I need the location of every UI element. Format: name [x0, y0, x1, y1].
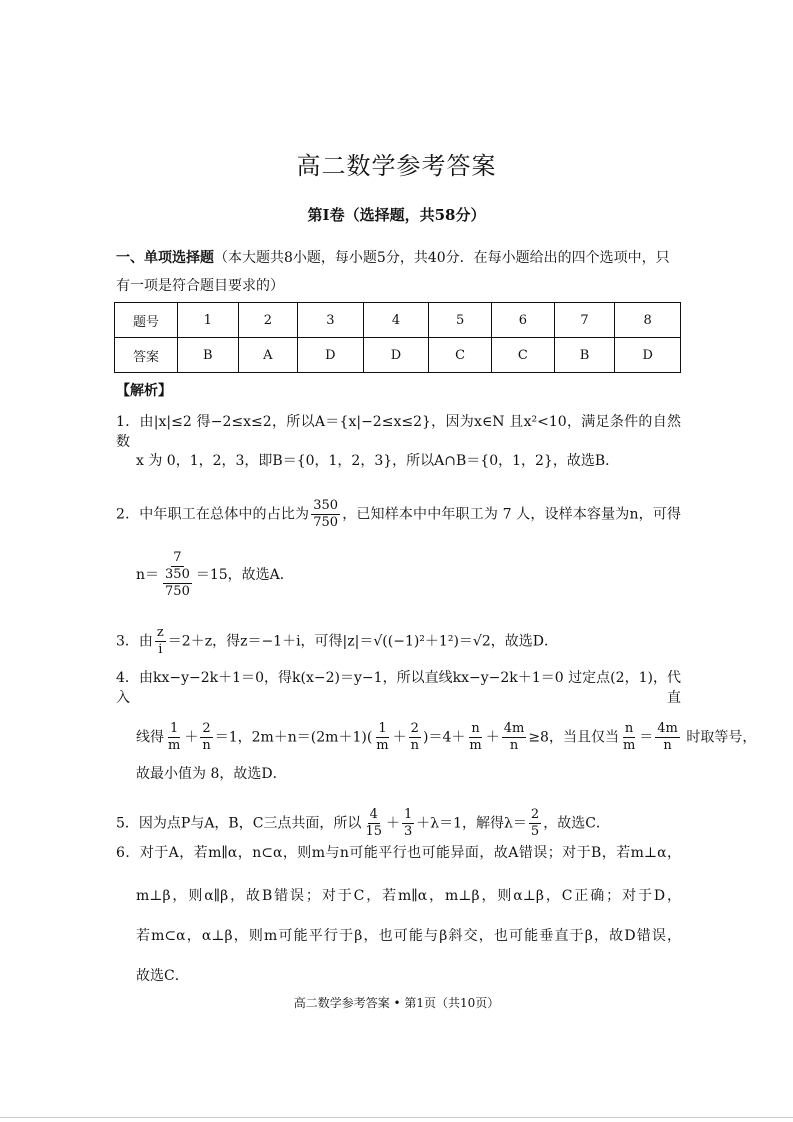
- text-segment: x 为 0，1，2，3，即B＝{0，1，2，3}，所以A∩B＝{0，1，2}，故选B．: [136, 453, 620, 469]
- denominator: m: [469, 738, 482, 753]
- denominator: 750: [313, 515, 339, 530]
- question-number-cell: 6: [492, 303, 555, 338]
- text-segment: 时取等号，: [681, 729, 757, 746]
- answer-table: [114, 302, 681, 373]
- analysis-line: [116, 498, 681, 530]
- numerator: 2: [410, 721, 419, 736]
- question-number-cell: 5: [429, 303, 492, 338]
- fraction: [200, 721, 212, 754]
- denominator: m: [168, 738, 181, 753]
- text-segment: ，故选C．: [543, 815, 610, 832]
- page-footer: 高二数学参考答案 • 第1页（共10页）: [293, 996, 500, 1010]
- denominator: [161, 567, 194, 600]
- text-segment: 2．中年职工在总体中的占比为: [116, 506, 310, 523]
- fraction: [502, 721, 527, 754]
- fraction: [374, 721, 390, 754]
- question-number-cell: 7: [554, 303, 615, 338]
- question-number-cell: 1: [178, 303, 239, 338]
- denominator: 750: [165, 584, 190, 599]
- numerator: 4: [369, 807, 378, 822]
- section-heading: 一、单项选择题: [116, 250, 214, 266]
- text-segment: ＋λ＝1，解得λ＝: [416, 815, 527, 832]
- fraction: [363, 807, 384, 840]
- analysis-label: 【解析】: [116, 383, 172, 399]
- fraction: [161, 550, 194, 600]
- answer-cell: D: [298, 338, 364, 373]
- fraction: [621, 721, 637, 754]
- analysis-line: [116, 412, 681, 450]
- text-segment: ＝2＋z，得z＝−1＋i，可得|z|＝√((−1)²＋1²)＝√2，故选D．: [167, 633, 558, 650]
- question-number-cell: 3: [298, 303, 364, 338]
- analysis-line: [136, 451, 681, 471]
- answer-cell: A: [238, 338, 298, 373]
- numerator: 350: [313, 498, 339, 513]
- answer-cell: D: [363, 338, 429, 373]
- question-number-cell: 2: [238, 303, 298, 338]
- numerator: 4m: [503, 721, 525, 736]
- text-segment: 5．因为点P与A，B，C三点共面，所以: [116, 815, 362, 832]
- analysis-line: [136, 886, 681, 906]
- numerator: 1: [378, 721, 387, 736]
- denominator: n: [410, 738, 419, 753]
- analysis-line: [136, 721, 757, 754]
- answer-cell: D: [615, 338, 681, 373]
- text-segment: ＋: [392, 729, 407, 746]
- analysis-line: [116, 625, 681, 658]
- table-row-numbers: [115, 303, 681, 338]
- numerator: 350: [165, 567, 190, 582]
- text-segment: ≥8，当且仅当: [528, 729, 619, 746]
- page-title: 高二数学参考答案: [296, 152, 497, 180]
- denominator: i: [158, 642, 163, 657]
- text-segment: 3．由: [116, 633, 153, 650]
- numerator: 2: [530, 807, 540, 822]
- fraction: [166, 721, 182, 754]
- denominator: 3: [403, 824, 413, 839]
- question-number-cell: 8: [615, 303, 681, 338]
- text-segment: ＋: [385, 815, 400, 832]
- denominator: m: [376, 738, 389, 753]
- numerator: 1: [170, 721, 179, 736]
- denominator: n: [509, 738, 519, 753]
- text-segment: 1．由|x|≤2 得−2≤x≤2，所以A＝{x|−2≤x≤2}，因为x∈N 且x²<10，满足条件的自然数: [116, 414, 681, 450]
- fraction: [155, 625, 166, 658]
- fraction: [467, 721, 483, 754]
- answer-cell: B: [554, 338, 615, 373]
- text-segment: ＝1，2m＋n＝(2m＋1)(: [214, 729, 373, 746]
- denominator: 5: [530, 824, 540, 839]
- section-description: （本大题共8小题，每小题5分，共40分．在每小题给出的四个选项中，只: [214, 250, 670, 266]
- section-intro: [116, 248, 681, 268]
- answer-cell: C: [492, 338, 555, 373]
- denominator: m: [622, 738, 636, 753]
- row-header: 题号: [115, 303, 178, 338]
- text-segment: ，已知样本中中年职工为 7 人，设样本容量为n，可得: [342, 506, 681, 523]
- analysis-line: [136, 764, 681, 784]
- numerator: z: [156, 625, 164, 640]
- text-segment: m⊥β，则α∥β，故B错误；对于C，若m∥α，m⊥β，则α⊥β，C正确；对于D，: [136, 888, 681, 904]
- numerator: n: [471, 721, 480, 736]
- answer-cell: C: [429, 338, 492, 373]
- text-segment: 若m⊂α，α⊥β，则m可能平行于β，也可能与β斜交，也可能垂直于β，故D错误，: [136, 928, 681, 944]
- numerator: n: [624, 721, 634, 736]
- fraction: [529, 807, 541, 840]
- row-header: 答案: [115, 338, 178, 373]
- section-subtitle: 第Ⅰ卷（选择题，共58分）: [307, 206, 486, 224]
- answer-cell: B: [178, 338, 239, 373]
- numerator: 7: [173, 550, 182, 565]
- text-segment: ＝15，故选A．: [195, 567, 294, 583]
- text-segment: n＝: [136, 567, 160, 583]
- denominator: n: [202, 738, 211, 753]
- analysis-line: [136, 550, 681, 600]
- numerator: 4m: [657, 721, 678, 736]
- text-segment: )＝4＋: [423, 729, 466, 746]
- fraction: [402, 807, 414, 840]
- denominator: n: [663, 738, 672, 753]
- text-segment: ＋: [485, 729, 500, 746]
- analysis-line: [116, 807, 681, 840]
- text-segment: ＝: [639, 729, 654, 746]
- question-number-cell: 4: [363, 303, 429, 338]
- text-segment: 故最小值为 8，故选D．: [136, 766, 287, 782]
- analysis-line: [116, 843, 681, 863]
- text-segment: ＋: [184, 729, 199, 746]
- page-edge-divider: [0, 1117, 793, 1118]
- text-segment: 故选C．: [136, 968, 189, 984]
- text-segment: 4．由kx−y−2k＋1＝0，得k(x−2)＝y−1，所以直线kx−y−2k＋1＝0 过定点(2，1)，代入直: [116, 670, 681, 706]
- analysis-line: [116, 668, 681, 706]
- numerator: 2: [202, 721, 211, 736]
- text-segment: 线得: [136, 729, 164, 746]
- analysis-line: [136, 926, 681, 946]
- text-segment: 6．对于A，若m∥α，n⊂α，则m与n可能平行也可能异面，故A错误；对于B，若m⊥α，: [116, 845, 681, 861]
- numerator: 1: [403, 807, 413, 822]
- fraction: [311, 498, 340, 531]
- analysis-line: [136, 966, 681, 986]
- denominator: 15: [365, 824, 382, 839]
- section-description-2: 有一项是符合题目要求的）: [116, 278, 284, 294]
- fraction: [655, 721, 680, 754]
- table-row-answers: [115, 338, 681, 373]
- fraction: [409, 721, 421, 754]
